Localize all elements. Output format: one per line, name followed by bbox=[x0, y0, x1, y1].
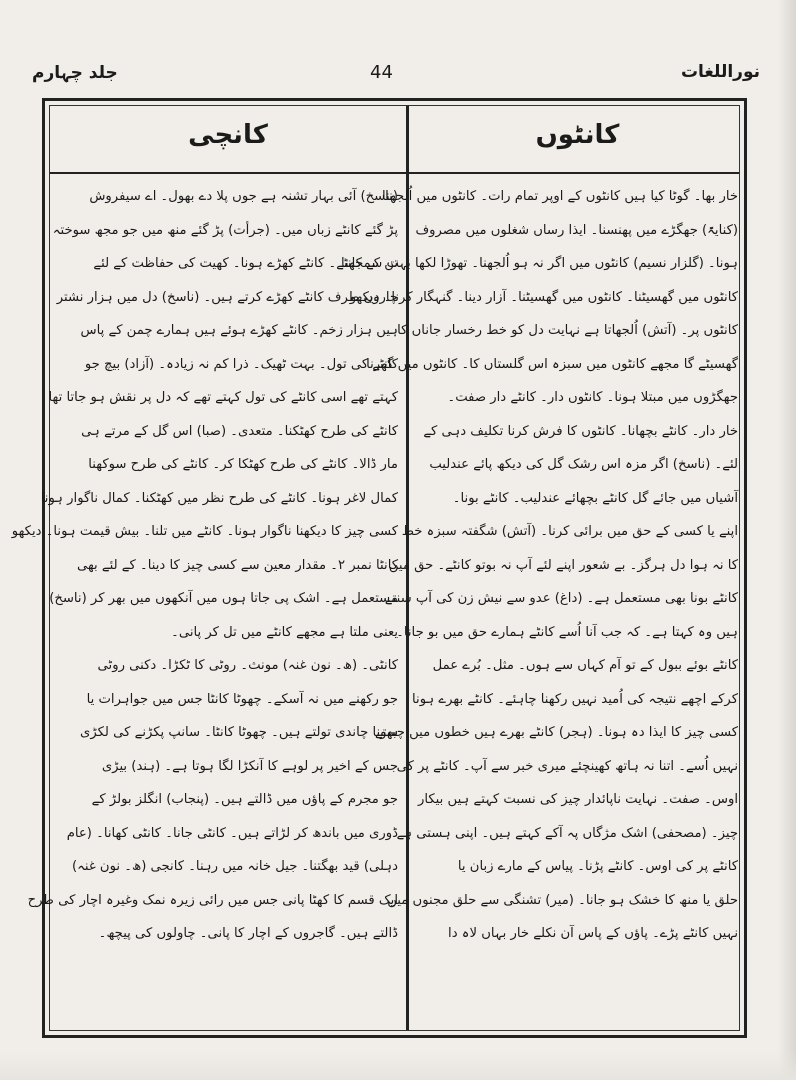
entry-line: سونا چاندی تولتے ہیں۔ چھوٹا کانٹا۔ سانپ پکڑنے کی لکڑی bbox=[80, 725, 398, 740]
entry-line: کانٹوں پر۔ (آتش) اُلجھاتا ہے نہایت دل کو خط رخسار جاناں کا bbox=[397, 323, 738, 338]
left-column-text bbox=[11, 180, 398, 1024]
entry-line: ڈوری میں باندھ کر لڑاتے ہیں۔ کانٹی جانا۔ کانٹی کھانا۔ (عام bbox=[66, 825, 398, 841]
entry-line: کانٹے پر کی اوس۔ کانٹے پڑنا۔ پیاس کے مارے زبان یا bbox=[457, 859, 738, 874]
page-frame bbox=[11, 98, 747, 1038]
entry-line: ہیں وہ کہتا ہے۔ کہ جب آنا اُسے کانٹے ہمارے حق میں بو جانا۔ bbox=[396, 624, 738, 640]
entry-line: کانٹوں میں گھسیٹنا۔ کانٹوں میں گھسیٹنا۔ آزار دینا۔ گنہگار کرنا۔ دیکھو bbox=[349, 289, 738, 305]
entry-line: کانٹا نمبر ۲۔ مقدار معین سے کسی چیز کا دینا۔ کے لئے بھی bbox=[76, 557, 398, 573]
entry-line: کانٹے بوئے ببول کے تو آم کہاں سے ہوں۔ مثل۔ بُرے عمل bbox=[432, 658, 738, 673]
entry-line: خار دار۔ کانٹے بچھانا۔ کانٹوں کا فرش کرنا تکلیف دہی کے bbox=[423, 423, 738, 439]
entry-line: خار بھا۔ گوٹا کیا ہیں کانٹوں کے اوپر تمام رات۔ کانٹوں میں اُلجھنا bbox=[381, 189, 738, 204]
column-titles-row bbox=[50, 106, 739, 174]
entry-line: لئے۔ (ناسخ) اگر مزہ اس رشک گل کی دیکھ پائے عندلیب bbox=[429, 457, 738, 472]
entry-line: دہلی) قید بھگتنا۔ جیل خانہ میں رہنا۔ کانجی (ھ۔ نون غنہ) bbox=[71, 859, 398, 874]
entry-line: یعنی ملتا ہے مجھے کانٹے میں تل کر پانی۔ bbox=[171, 624, 398, 640]
entry-line: کرکے اچھے نتیجہ کی اُمید نہیں رکھنا چاہئے۔ کانٹے بھرے ہونا bbox=[412, 691, 738, 707]
scan-edge-shadow bbox=[778, 0, 796, 1080]
entry-line: نہیں اُسے۔ اتنا نہ ہاتھ کھینچئے میری خبر سے آپ۔ کانٹے پر کی bbox=[396, 758, 738, 774]
scan-bottom-shade bbox=[0, 1050, 796, 1080]
entry-line: ہونا۔ (گلزار نسیم) کانٹوں میں اگر نہ ہو اُلجھنا۔ تھوڑا لکھا بہت سمجھنا bbox=[341, 256, 738, 271]
entry-line: کمال لاغر ہونا۔ کانٹے کی طرح نظر میں کھٹکنا۔ کمال ناگوار ہونا bbox=[40, 490, 398, 506]
entry-line: کانٹے بونا بھی مستعمل ہے۔ (داغ) عدو سے نیش زن کی آپ سنتے bbox=[384, 591, 738, 606]
left-column-title: کانچی bbox=[188, 120, 268, 150]
entry-line: مار ڈالا۔ کانٹے کی طرح کھٹکا کر۔ کانٹے کی طرح سوکھنا bbox=[88, 457, 398, 472]
entry-line: نہیں کانٹے پڑے۔ پاؤں کے پاس آن نکلے خار بہاں لاہ دا bbox=[448, 926, 738, 941]
entry-line: ایک قسم کا کھٹا پانی جس میں رائی زیرہ نمک وغیرہ اچار کی طرح bbox=[27, 892, 398, 908]
entry-line: کا نہ ہوا دل ہرگز۔ بے شعور اپنے لئے آپ نہ بوتو کانٹے۔ حق میں bbox=[388, 557, 738, 573]
entry-line: ہیں ہزار زخم۔ کانٹے کھڑے ہوئے ہیں ہمارے چمن کے پاس bbox=[80, 323, 398, 338]
entry-line: چاروں طرف کانٹے کھڑے کرتے ہیں۔ (ناسخ) دل میں ہزار نشتر bbox=[56, 289, 398, 305]
entry-line: اوس۔ صفت۔ نہایت ناپائدار چیز کی نسبت کہتے ہیں بیکار bbox=[418, 792, 738, 807]
entry-line: حلق یا منھ کا خشک ہو جانا۔ (میر) تشنگی سے حلق مجنوں میں bbox=[387, 892, 738, 908]
entry-line: پڑ گئے کانٹے زباں میں۔ (جرأت) پڑ گئے منھ میں جو مجھ سوختہ bbox=[52, 222, 398, 238]
entry-line: جس کے اخیر پر لوہے کا آنکڑا لگا ہوتا ہے۔ (ہند) بیڑی bbox=[101, 758, 398, 774]
entry-line: گھسیٹے گا مجھے کانٹوں میں سبزہ اس گلستاں کا۔ کانٹوں میں گھرنا bbox=[366, 356, 738, 372]
entry-line: کسی چیز کا دیکھنا ناگوار ہونا۔ کانٹے میں تلنا۔ بیش قیمت ہونا۔ دیکھو bbox=[11, 524, 398, 539]
entry-line: کانٹے کی تول۔ بہت ٹھیک۔ ذرا کم نہ زیادہ۔ (آزاد) بیچ جو bbox=[84, 356, 398, 372]
entry-line: جھگڑوں میں مبتلا ہونا۔ کانٹوں دار۔ کانٹے دار صفت۔ bbox=[447, 390, 738, 405]
entry-line: (ناسخ) آئی بہار تشنہ ہے جوں پلا دے بھول۔ اے سیفروش bbox=[89, 189, 398, 204]
entry-line: کہتے تھے اسی کانٹے کی تول کہتے تھے کہ دل پر نقش ہو جاتا تھا bbox=[48, 390, 398, 405]
entry-line: (کنایۃً) جھگڑے میں پھنسنا۔ ایذا رساں شغلوں میں مصروف bbox=[415, 222, 738, 238]
entry-line: جو رکھنے میں نہ آسکے۔ چھوٹا کانٹا جس میں جواہرات یا bbox=[86, 691, 398, 707]
entry-line: اپنے یا کسی کے حق میں برائی کرنا۔ (آتش) شگفتہ سبزہ خط bbox=[401, 524, 738, 539]
book-title: نوراللغات bbox=[680, 62, 760, 82]
entry-line: کانٹی۔ (ھ۔ نون غنہ) مونث۔ روٹی کا ٹکڑا۔ دکنی روٹی bbox=[97, 658, 398, 673]
volume-label: جلد چہارم bbox=[32, 63, 118, 83]
entry-line: کانٹے کی طرح کھٹکنا۔ متعدی۔ (صبا) اس گل کے مرتے ہی bbox=[81, 423, 398, 439]
entry-line: ڈالتے ہیں۔ گاجروں کے اچار کا پانی۔ چاولوں کی پیچھ۔ bbox=[98, 926, 398, 941]
entry-line: تن کے کانٹے۔ کانٹے کھڑے ہونا۔ کھیت کی حفاظت کے لئے bbox=[93, 256, 398, 271]
entry-line: چیز۔ (مصحفی) اشک مژگاں پہ آکے کہتے ہیں۔ اپنی ہستی ہے bbox=[396, 825, 738, 841]
entry-line: کسی چیز کا ایذا دہ ہونا۔ (ہجر) کانٹے بھرے ہیں خطوں میں چبھتے bbox=[375, 725, 738, 740]
page-header bbox=[0, 54, 796, 94]
right-column-text bbox=[341, 180, 738, 1024]
entry-line: مستعمل ہے۔ اشک پی جاتا ہوں میں آنکھوں میں بھر کر (ناسخ) bbox=[49, 591, 398, 606]
entry-line: آشیاں میں جائے گل کانٹے بچھائے عندلیب۔ کانٹے بونا۔ bbox=[452, 490, 738, 506]
right-column-title: کانٹوں bbox=[535, 120, 620, 150]
entry-line: جو مجرم کے پاؤں میں ڈالتے ہیں۔ (پنجاب) انگلز بولڑ کے bbox=[91, 792, 398, 807]
page-frame-inner bbox=[11, 105, 740, 1031]
page-number: 44 bbox=[370, 62, 393, 83]
